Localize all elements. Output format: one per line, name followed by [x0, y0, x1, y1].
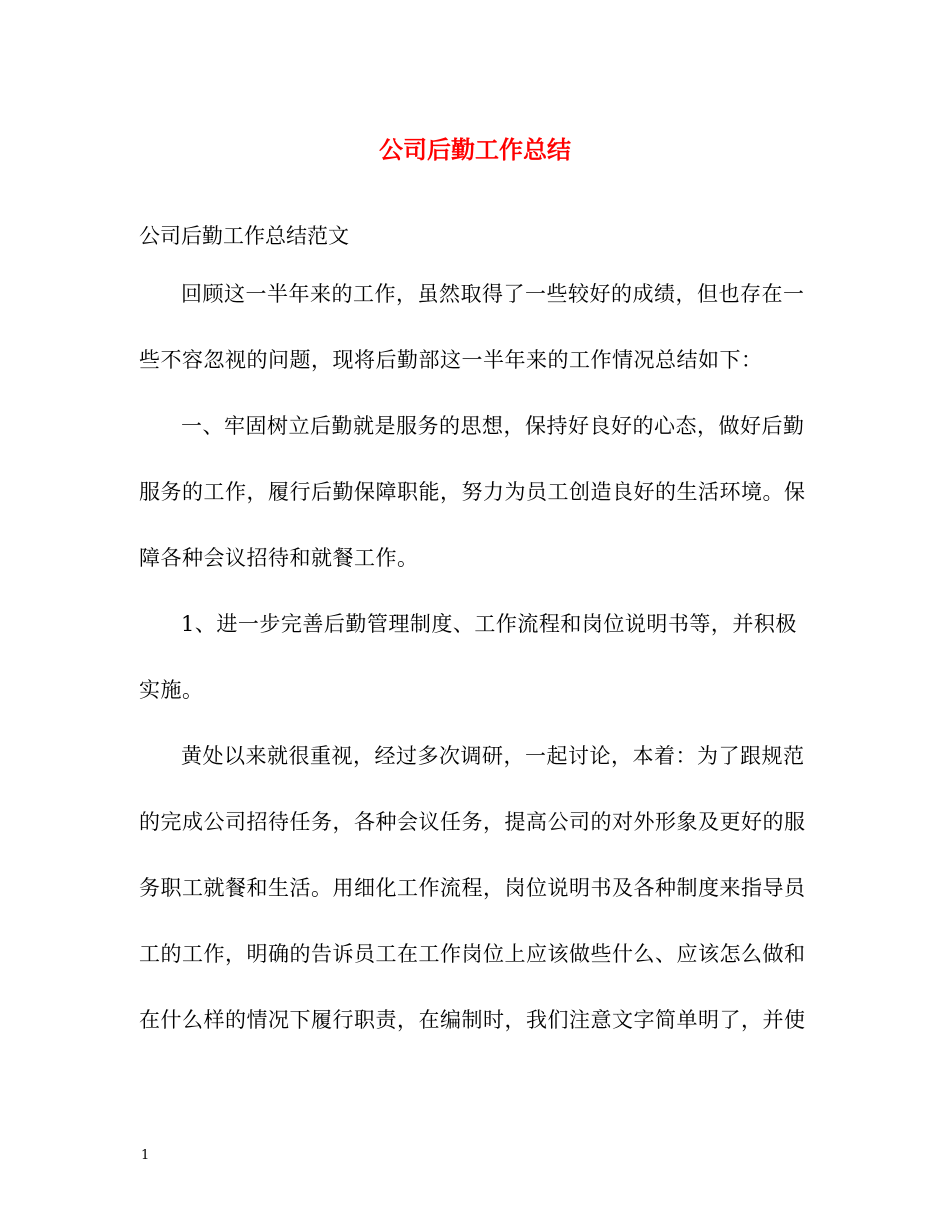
- document-body: [139, 278, 814, 1070]
- body-line: 务职工就餐和生活。用细化工作流程，岗位说明书及各种制度来指导员: [139, 876, 806, 900]
- body-line: 1、进一步完善后勤管理制度、工作流程和岗位说明书等，并积极: [181, 612, 797, 636]
- document-subtitle: 公司后勤工作总结范文: [139, 224, 349, 248]
- body-line: 回顾这一半年来的工作，虽然取得了一些较好的成绩，但也存在一: [181, 282, 805, 306]
- body-line: 一、牢固树立后勤就是服务的思想，保持好良好的心态，做好后勤: [181, 414, 805, 438]
- body-line: 服务的工作，履行后勤保障职能，努力为员工创造良好的生活环境。保: [139, 480, 806, 504]
- body-line: 实施。: [139, 678, 204, 702]
- body-line: 障各种会议招待和就餐工作。: [139, 546, 419, 570]
- body-line: 的完成公司招待任务，各种会议任务，提高公司的对外形象及更好的服: [139, 810, 806, 834]
- body-line: 在什么样的情况下履行职责，在编制时，我们注意文字简单明了，并使: [139, 1008, 806, 1032]
- body-line: 些不容忽视的问题，现将后勤部这一半年来的工作情况总结如下：: [139, 348, 763, 372]
- document-title: 公司后勤工作总结: [379, 136, 571, 164]
- body-line: 工的工作，明确的告诉员工在工作岗位上应该做些什么、应该怎么做和: [139, 942, 806, 966]
- body-line: 黄处以来就很重视，经过多次调研，一起讨论，本着：为了跟规范: [181, 744, 805, 768]
- page-number: 1: [141, 1148, 150, 1163]
